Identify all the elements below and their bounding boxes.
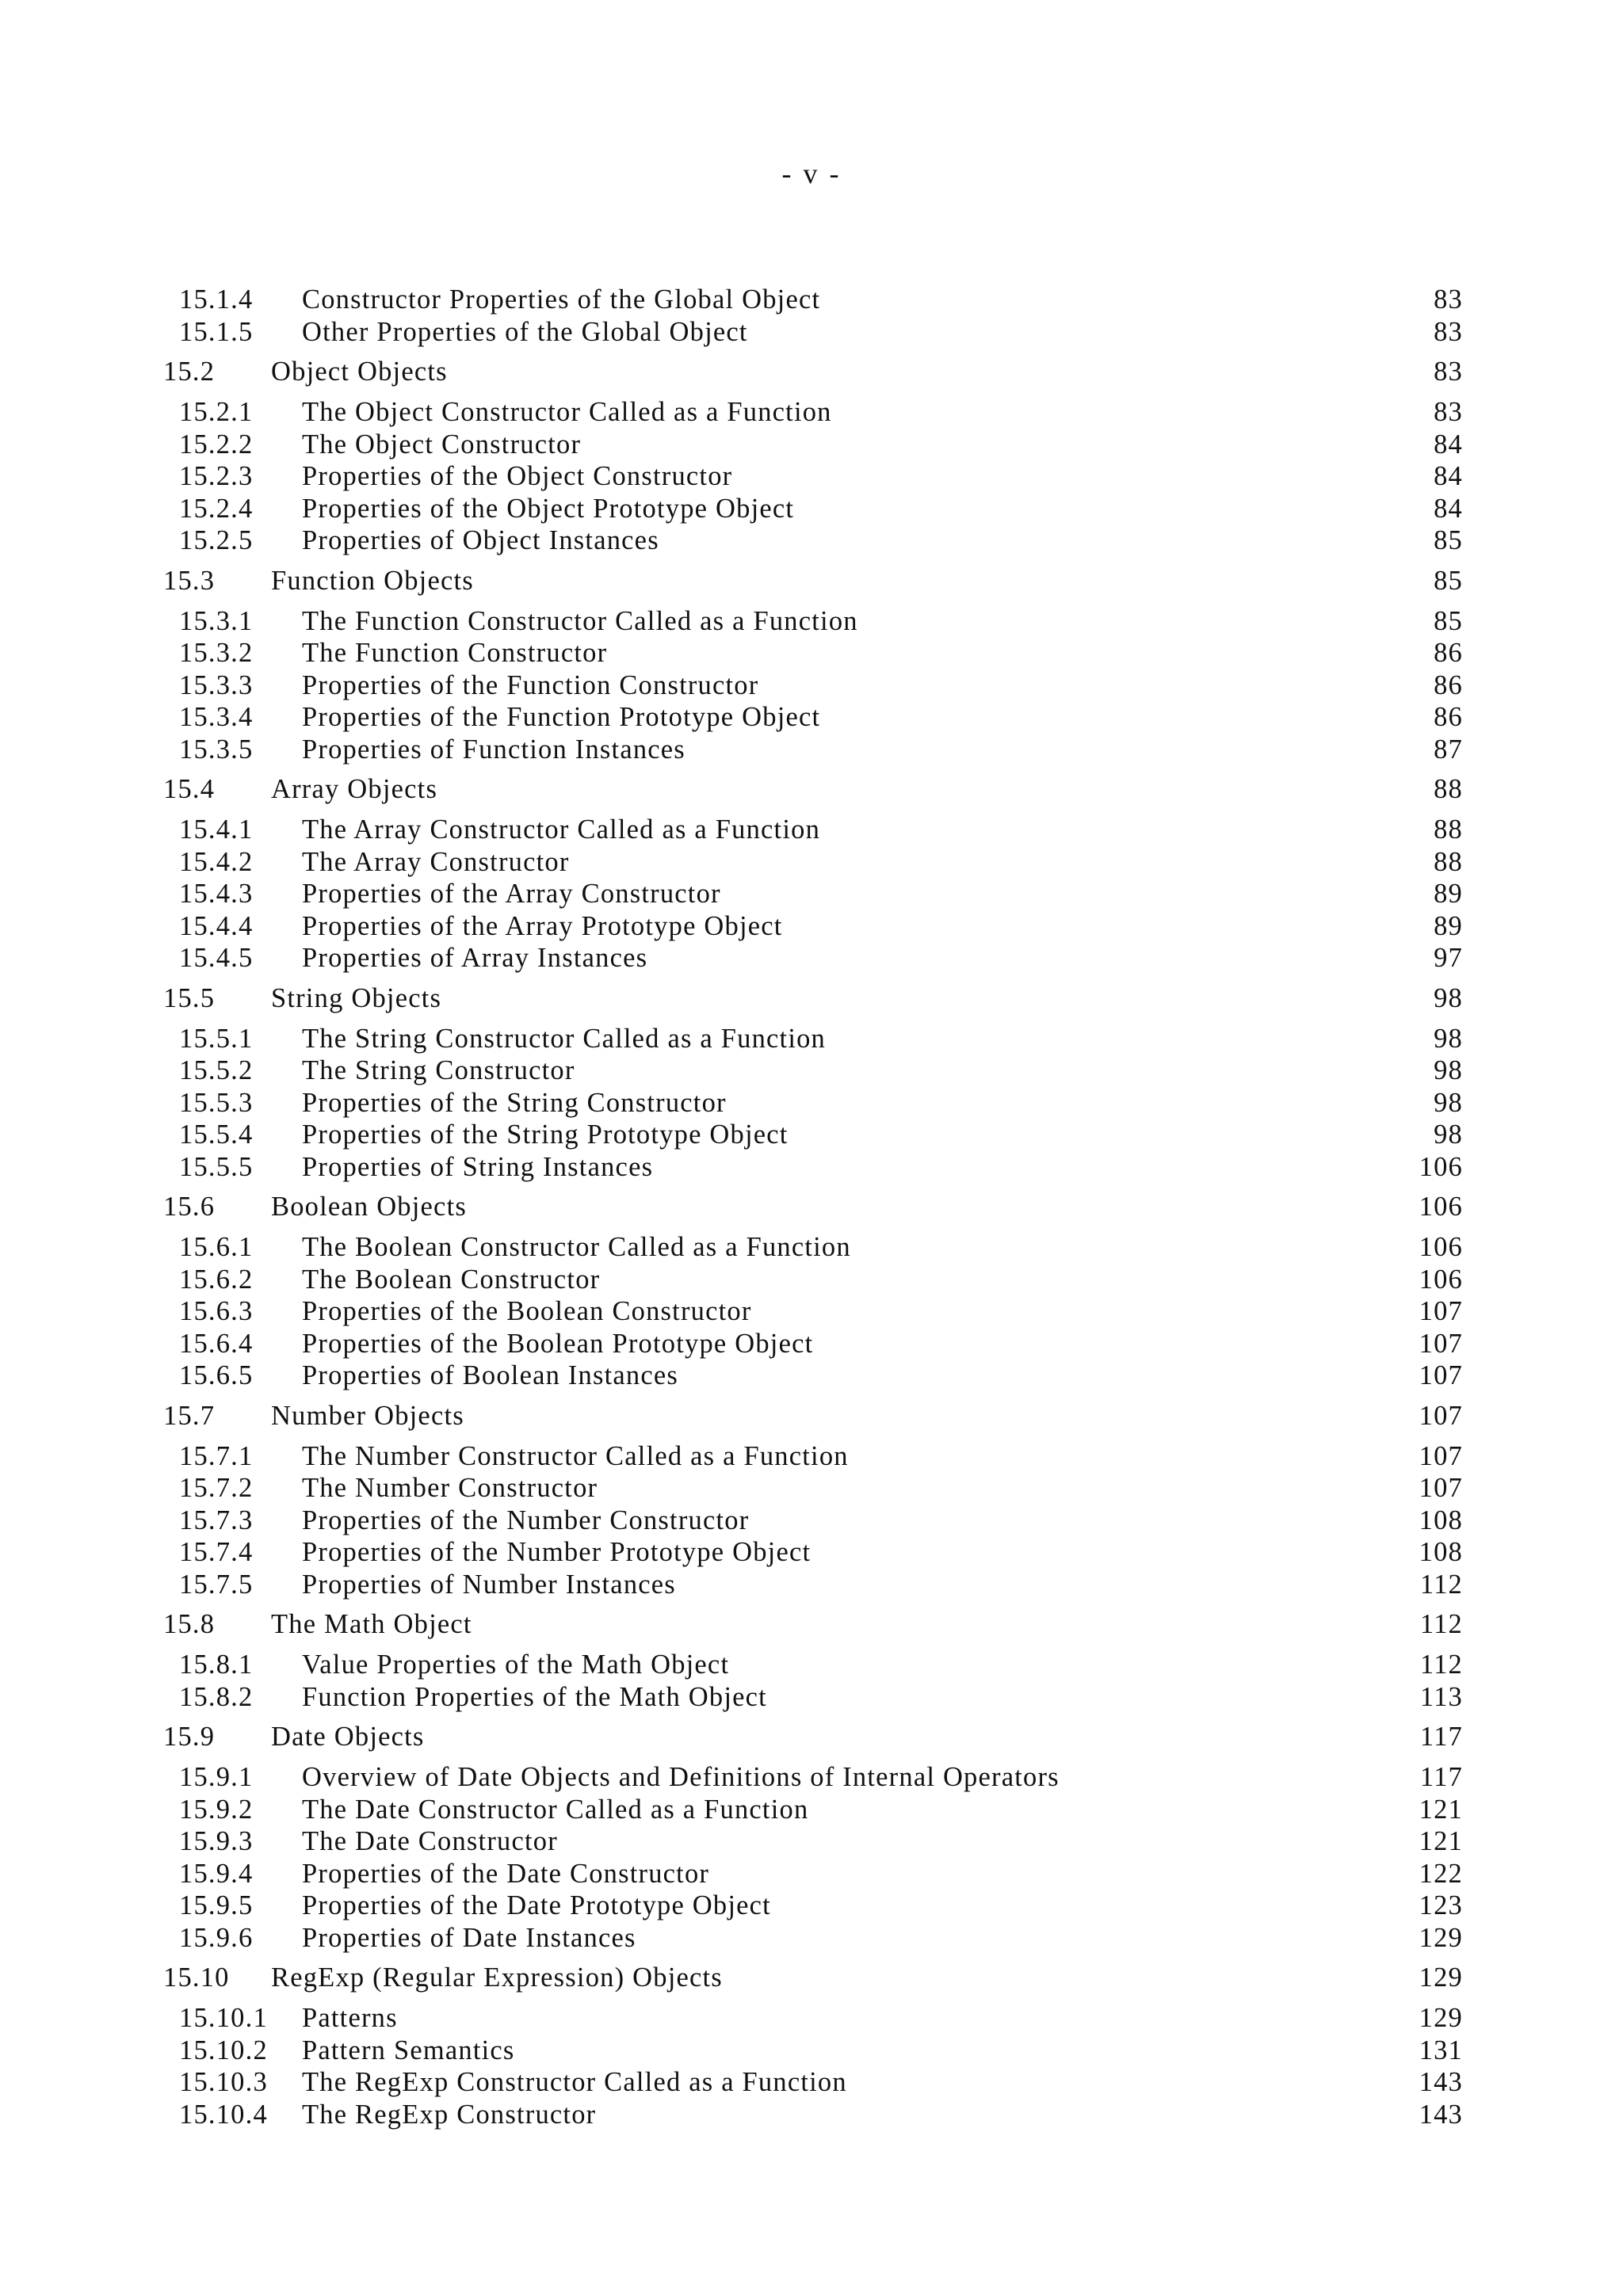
toc-entry-title: Other Properties of the Global Object	[302, 316, 748, 347]
toc-entry-page-number: 108	[1419, 1505, 1463, 1535]
toc-subsection-entry[interactable]	[0, 1761, 1623, 1794]
toc-entry-number: 15.4.1	[179, 814, 254, 845]
toc-entry-number: 15.3.3	[179, 669, 254, 700]
toc-entry-title: The Array Constructor	[302, 846, 570, 877]
toc-entry-page-number: 85	[1434, 605, 1463, 636]
toc-subsection-entry[interactable]	[0, 1264, 1623, 1296]
toc-entry-page-number: 143	[1419, 2099, 1463, 2130]
toc-subsection-entry[interactable]	[0, 2002, 1623, 2035]
toc-entry-number: 15.9.4	[179, 1858, 254, 1889]
toc-entry-number: 15.10.4	[179, 2099, 268, 2130]
toc-entry-number: 15.7.1	[179, 1440, 254, 1471]
toc-subsection-entry[interactable]	[0, 1231, 1623, 1264]
toc-entry-title: Number Objects	[271, 1400, 464, 1431]
toc-subsection-entry[interactable]	[0, 1890, 1623, 1922]
toc-entry-number: 15.9.3	[179, 1826, 254, 1856]
toc-entry-page-number: 89	[1434, 910, 1463, 941]
toc-entry-title: Properties of Object Instances	[302, 525, 659, 555]
toc-entry-title: Properties of the Function Constructor	[302, 669, 759, 700]
toc-subsection-entry[interactable]	[0, 910, 1623, 943]
toc-entry-title: Properties of the Number Constructor	[302, 1505, 750, 1535]
toc-entry-title: Properties of the Object Prototype Object	[302, 493, 795, 524]
toc-subsection-entry[interactable]	[0, 2066, 1623, 2099]
toc-entry-page-number: 121	[1419, 1794, 1463, 1825]
toc-entry-title: The Number Constructor	[302, 1473, 598, 1503]
toc-entry-number: 15.7.3	[179, 1505, 254, 1535]
toc-subsection-entry[interactable]	[0, 460, 1623, 493]
toc-entry-page-number: 107	[1419, 1400, 1463, 1431]
toc-subsection-entry[interactable]	[0, 1858, 1623, 1890]
toc-entry-page-number: 112	[1419, 1569, 1463, 1600]
toc-entry-page-number: 83	[1434, 316, 1463, 347]
toc-entry-number: 15.6.2	[179, 1264, 254, 1295]
toc-entry-page-number: 84	[1434, 429, 1463, 460]
toc-entry-page-number: 121	[1419, 1826, 1463, 1856]
toc-entry-title: Patterns	[302, 2003, 398, 2033]
toc-subsection-entry[interactable]	[0, 942, 1623, 974]
toc-entry-number: 15.2.2	[179, 429, 254, 460]
toc-entry-number: 15.2.4	[179, 493, 254, 524]
toc-subsection-entry[interactable]	[0, 878, 1623, 910]
toc-entry-number: 15.9.5	[179, 1890, 254, 1920]
toc-entry-title: RegExp (Regular Expression) Objects	[271, 1962, 723, 1993]
toc-entry-title: The Boolean Constructor	[302, 1264, 601, 1295]
toc-entry-page-number: 107	[1419, 1328, 1463, 1359]
toc-entry-title: The RegExp Constructor	[302, 2099, 597, 2130]
toc-entry-page-number: 88	[1434, 846, 1463, 877]
toc-subsection-entry[interactable]	[0, 316, 1623, 349]
toc-entry-page-number: 98	[1434, 1055, 1463, 1085]
toc-subsection-entry[interactable]	[0, 1055, 1623, 1087]
toc-subsection-entry[interactable]	[0, 396, 1623, 429]
toc-entry-page-number: 129	[1419, 1922, 1463, 1953]
toc-entry-page-number: 88	[1434, 774, 1463, 804]
toc-entry-title: The Boolean Constructor Called as a Function	[302, 1232, 851, 1262]
toc-section-entry[interactable]	[0, 982, 1623, 1015]
toc-entry-title: Properties of String Instances	[302, 1151, 654, 1182]
toc-entry-number: 15.6.5	[179, 1360, 254, 1390]
toc-subsection-entry[interactable]	[0, 1505, 1623, 1537]
toc-entry-page-number: 98	[1434, 982, 1463, 1013]
toc-entry-title: The Function Constructor	[302, 638, 608, 668]
toc-entry-title: The Number Constructor Called as a Function	[302, 1440, 849, 1471]
toc-entry-page-number: 129	[1419, 1962, 1463, 1993]
toc-entry-page-number: 113	[1419, 1681, 1463, 1712]
toc-entry-number: 15.9	[163, 1722, 216, 1752]
toc-entry-title: Function Objects	[271, 565, 474, 596]
toc-entry-page-number: 107	[1419, 1296, 1463, 1326]
toc-entry-number: 15.5	[163, 982, 216, 1013]
toc-subsection-entry[interactable]	[0, 605, 1623, 638]
toc-entry-number: 15.3.1	[179, 605, 254, 636]
toc-entry-title: Constructor Properties of the Global Object	[302, 284, 821, 315]
toc-entry-page-number: 83	[1434, 284, 1463, 315]
toc-entry-number: 15.5.5	[179, 1151, 254, 1182]
toc-entry-title: Properties of the Date Constructor	[302, 1858, 710, 1889]
toc-entry-page-number: 143	[1419, 2067, 1463, 2097]
toc-entry-page-number: 98	[1434, 1119, 1463, 1150]
toc-entry-title: Properties of Number Instances	[302, 1569, 676, 1600]
toc-subsection-entry[interactable]	[0, 1440, 1623, 1473]
toc-entry-number: 15.3.5	[179, 734, 254, 765]
toc-subsection-entry[interactable]	[0, 1922, 1623, 1955]
toc-entry-title: The RegExp Constructor Called as a Function	[302, 2067, 847, 2097]
toc-subsection-entry[interactable]	[0, 429, 1623, 461]
toc-entry-title: Date Objects	[271, 1722, 425, 1752]
toc-entry-number: 15.6.1	[179, 1232, 254, 1262]
toc-entry-page-number: 107	[1419, 1473, 1463, 1503]
toc-entry-title: String Objects	[271, 982, 442, 1013]
toc-entry-number: 15.3.4	[179, 702, 254, 732]
toc-entry-page-number: 117	[1419, 1762, 1463, 1792]
toc-entry-number: 15.5.1	[179, 1023, 254, 1054]
toc-entry-number: 15.10.1	[179, 2003, 268, 2033]
toc-entry-title: Properties of the Array Prototype Object	[302, 910, 783, 941]
toc-entry-title: Properties of the Function Prototype Object	[302, 702, 821, 732]
toc-entry-page-number: 106	[1419, 1232, 1463, 1262]
toc-entry-page-number: 112	[1419, 1609, 1463, 1639]
toc-entry-page-number: 106	[1419, 1151, 1463, 1182]
page-number: - v -	[781, 158, 842, 189]
toc-subsection-entry[interactable]	[0, 1569, 1623, 1601]
toc-entry-page-number: 86	[1434, 669, 1463, 700]
toc-entry-title: Array Objects	[271, 774, 438, 804]
toc-section-entry[interactable]	[0, 1191, 1623, 1223]
toc-subsection-entry[interactable]	[0, 284, 1623, 316]
toc-entry-number: 15.1.5	[179, 316, 254, 347]
toc-entry-number: 15.9.6	[179, 1922, 254, 1953]
toc-entry-page-number: 106	[1419, 1192, 1463, 1222]
toc-subsection-entry[interactable]	[0, 1649, 1623, 1681]
toc-section-entry[interactable]	[0, 565, 1623, 597]
toc-subsection-entry[interactable]	[0, 846, 1623, 879]
toc-entry-number: 15.9.2	[179, 1794, 254, 1825]
toc-entry-title: The Object Constructor Called as a Function	[302, 397, 832, 427]
toc-entry-title: Properties of the String Constructor	[302, 1087, 727, 1118]
toc-entry-title: Value Properties of the Math Object	[302, 1650, 730, 1680]
toc-subsection-entry[interactable]	[0, 669, 1623, 702]
toc-entry-title: The Function Constructor Called as a Function	[302, 605, 858, 636]
toc-entry-page-number: 89	[1434, 879, 1463, 909]
toc-entry-title: Properties of the Boolean Constructor	[302, 1296, 752, 1326]
toc-entry-number: 15.2.1	[179, 397, 254, 427]
toc-entry-title: Overview of Date Objects and Definitions of Internal Operators	[302, 1762, 1060, 1792]
toc-entry-page-number: 117	[1419, 1722, 1463, 1752]
toc-entry-number: 15.7.2	[179, 1473, 254, 1503]
toc-entry-number: 15.6	[163, 1192, 216, 1222]
toc-subsection-entry[interactable]	[0, 1536, 1623, 1569]
toc-entry-title: Boolean Objects	[271, 1192, 467, 1222]
toc-entry-title: The Array Constructor Called as a Function	[302, 814, 821, 845]
toc-entry-title: Properties of Array Instances	[302, 943, 648, 973]
table-of-contents	[0, 284, 1623, 2130]
toc-entry-title: The Object Constructor	[302, 429, 582, 460]
toc-subsection-entry[interactable]	[0, 1794, 1623, 1826]
toc-entry-number: 15.10.2	[179, 2035, 268, 2065]
toc-entry-page-number: 112	[1419, 1650, 1463, 1680]
toc-section-entry[interactable]	[0, 1608, 1623, 1641]
toc-entry-number: 15.7.4	[179, 1537, 254, 1567]
toc-subsection-entry[interactable]	[0, 1360, 1623, 1392]
toc-entry-number: 15.3.2	[179, 638, 254, 668]
toc-subsection-entry[interactable]	[0, 1087, 1623, 1119]
toc-subsection-entry[interactable]	[0, 2099, 1623, 2131]
toc-entry-page-number: 106	[1419, 1264, 1463, 1295]
toc-entry-number: 15.9.1	[179, 1762, 254, 1792]
toc-subsection-entry[interactable]	[0, 524, 1623, 557]
toc-subsection-entry[interactable]	[0, 1151, 1623, 1184]
toc-subsection-entry[interactable]	[0, 2035, 1623, 2067]
toc-subsection-entry[interactable]	[0, 1681, 1623, 1714]
toc-entry-page-number: 86	[1434, 702, 1463, 732]
toc-entry-page-number: 88	[1434, 814, 1463, 845]
toc-entry-page-number: 83	[1434, 357, 1463, 387]
toc-entry-number: 15.10	[163, 1962, 230, 1993]
toc-section-entry[interactable]	[0, 1962, 1623, 1994]
toc-entry-page-number: 84	[1434, 461, 1463, 491]
toc-entry-title: Pattern Semantics	[302, 2035, 515, 2065]
toc-entry-title: Object Objects	[271, 357, 448, 387]
toc-subsection-entry[interactable]	[0, 1119, 1623, 1151]
toc-section-entry[interactable]	[0, 1400, 1623, 1432]
toc-entry-title: Properties of the Boolean Prototype Object	[302, 1328, 814, 1359]
toc-entry-page-number: 85	[1434, 525, 1463, 555]
toc-entry-number: 15.5.4	[179, 1119, 254, 1150]
toc-entry-title: Properties of the Object Constructor	[302, 461, 733, 491]
toc-entry-number: 15.5.2	[179, 1055, 254, 1085]
toc-subsection-entry[interactable]	[0, 1472, 1623, 1505]
toc-section-entry[interactable]	[0, 356, 1623, 388]
toc-entry-number: 15.5.3	[179, 1087, 254, 1118]
toc-entry-number: 15.8	[163, 1609, 216, 1639]
toc-entry-title: Properties of the Array Constructor	[302, 879, 721, 909]
toc-entry-title: The Date Constructor Called as a Function	[302, 1794, 809, 1825]
toc-entry-title: The Date Constructor	[302, 1826, 558, 1856]
toc-entry-title: The String Constructor Called as a Function	[302, 1023, 827, 1054]
toc-subsection-entry[interactable]	[0, 1023, 1623, 1055]
toc-entry-number: 15.8.1	[179, 1650, 254, 1680]
toc-entry-page-number: 123	[1419, 1890, 1463, 1920]
toc-subsection-entry[interactable]	[0, 701, 1623, 734]
toc-subsection-entry[interactable]	[0, 493, 1623, 525]
toc-entry-number: 15.2	[163, 357, 216, 387]
toc-entry-page-number: 107	[1419, 1360, 1463, 1390]
toc-entry-page-number: 86	[1434, 638, 1463, 668]
toc-entry-title: The String Constructor	[302, 1055, 575, 1085]
toc-entry-number: 15.3	[163, 565, 216, 596]
toc-entry-number: 15.4.5	[179, 943, 254, 973]
toc-entry-page-number: 83	[1434, 397, 1463, 427]
toc-entry-page-number: 85	[1434, 565, 1463, 596]
toc-entry-number: 15.4.4	[179, 910, 254, 941]
toc-entry-page-number: 107	[1419, 1440, 1463, 1471]
toc-entry-page-number: 87	[1434, 734, 1463, 765]
toc-subsection-entry[interactable]	[0, 734, 1623, 766]
toc-entry-number: 15.2.5	[179, 525, 254, 555]
toc-entry-title: Properties of the Number Prototype Object	[302, 1537, 812, 1567]
toc-subsection-entry[interactable]	[0, 637, 1623, 669]
toc-entry-number: 15.4.3	[179, 879, 254, 909]
toc-entry-number: 15.4	[163, 774, 216, 804]
toc-entry-page-number: 98	[1434, 1087, 1463, 1118]
toc-entry-number: 15.10.3	[179, 2067, 268, 2097]
toc-entry-title: Properties of Function Instances	[302, 734, 685, 765]
toc-entry-title: Properties of Boolean Instances	[302, 1360, 679, 1390]
toc-subsection-entry[interactable]	[0, 1328, 1623, 1360]
toc-entry-page-number: 97	[1434, 943, 1463, 973]
toc-entry-number: 15.7	[163, 1400, 216, 1431]
toc-entry-title: Function Properties of the Math Object	[302, 1681, 767, 1712]
toc-entry-page-number: 131	[1419, 2035, 1463, 2065]
toc-entry-number: 15.8.2	[179, 1681, 254, 1712]
toc-entry-title: Properties of the Date Prototype Object	[302, 1890, 771, 1920]
toc-entry-number: 15.7.5	[179, 1569, 254, 1600]
toc-entry-title: Properties of the String Prototype Object	[302, 1119, 789, 1150]
toc-entry-number: 15.6.3	[179, 1296, 254, 1326]
toc-entry-page-number: 129	[1419, 2003, 1463, 2033]
toc-entry-title: The Math Object	[271, 1609, 472, 1639]
toc-subsection-entry[interactable]	[0, 814, 1623, 846]
toc-entry-title: Properties of Date Instances	[302, 1922, 636, 1953]
toc-entry-page-number: 84	[1434, 493, 1463, 524]
toc-entry-page-number: 122	[1419, 1858, 1463, 1889]
toc-entry-page-number: 98	[1434, 1023, 1463, 1054]
toc-entry-number: 15.6.4	[179, 1328, 254, 1359]
toc-entry-page-number: 108	[1419, 1537, 1463, 1567]
toc-subsection-entry[interactable]	[0, 1295, 1623, 1328]
toc-section-entry[interactable]	[0, 1721, 1623, 1753]
toc-section-entry[interactable]	[0, 773, 1623, 806]
toc-subsection-entry[interactable]	[0, 1825, 1623, 1858]
toc-entry-number: 15.4.2	[179, 846, 254, 877]
toc-entry-number: 15.2.3	[179, 461, 254, 491]
toc-entry-number: 15.1.4	[179, 284, 254, 315]
